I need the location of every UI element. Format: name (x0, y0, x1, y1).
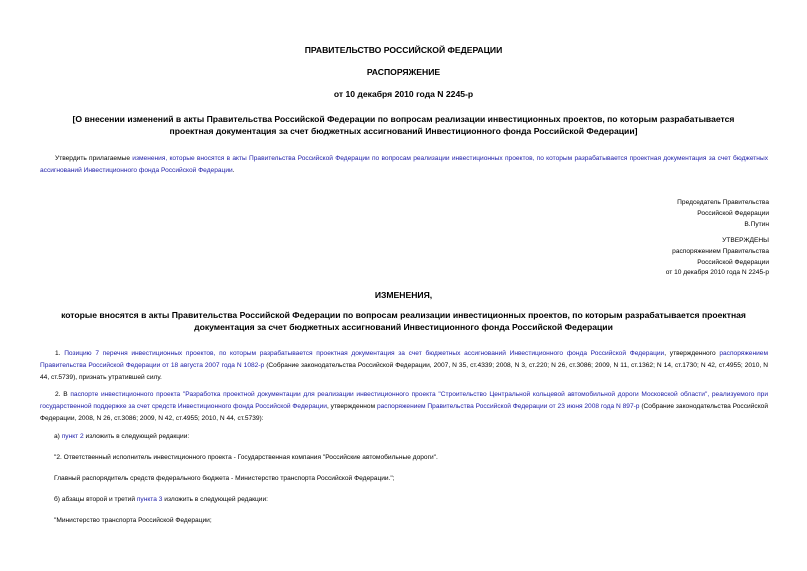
item-1-position-link[interactable]: Позицию 7 перечня инвестиционных проектов, по которым разрабатывается проектная документация за счет бюджетных ассигнований Инвестиционного фонда Российской Федерации (64, 350, 665, 357)
sub-item-b (54, 496, 268, 503)
intro-text: Утвердить прилагаемые (55, 155, 133, 162)
document-date-number: от 10 декабря 2010 года N 2245-р (333, 89, 474, 99)
approval-date: от 10 декабря 2010 года N 2245-р (665, 269, 769, 277)
signature-name: В.Путин (744, 220, 769, 228)
approval-title: УТВЕРЖДЕНЫ (722, 237, 769, 244)
sub-item-b-tail: изложить в следующей редакции: (162, 496, 268, 503)
sub-item-b-link[interactable]: пункта 3 (136, 496, 163, 503)
approval-by: распоряжением Правительства (672, 247, 769, 255)
sub-item-a-link[interactable]: пункт 2 (61, 433, 84, 440)
signature-position: Председатель Правительства (677, 199, 769, 206)
government-heading: ПРАВИТЕЛЬСТВО РОССИЙСКОЙ ФЕДЕРАЦИИ (304, 45, 503, 55)
quote-3: "Министерство транспорта Российской Федерации; (54, 517, 212, 524)
item-2-passport-link[interactable]: паспорте инвестиционного проекта "Разработка проектной документации для реализации инвестиционного проекта "Строительство Центральной кольцевой автомобильной дороги Московской области", реализуемого при государственной поддержке за счет средств Инвестиционного фонда Российской Федерации (40, 391, 769, 410)
item-1-paragraph (40, 348, 768, 383)
sub-item-a-tail: изложить в следующей редакции: (83, 433, 190, 440)
item-1-number: 1. (55, 350, 65, 357)
document-type-heading: РАСПОРЯЖЕНИЕ (366, 67, 441, 77)
changes-subtitle-line-1: которые вносятся в акты Правительства Российской Федерации по вопросам реализации инвестиционных проектов, по которым разрабатывается проектная (61, 310, 746, 320)
intro-text-end: . (232, 166, 235, 174)
item-2-paragraph (40, 389, 768, 424)
item-1-order-link[interactable]: распоряжением Правительства Российской Федерации от 18 августа 2007 года N 1082-р (40, 350, 768, 369)
item-2-number: 2. В (55, 391, 71, 398)
document-subject-line-2: проектная документация за счет бюджетных ассигнований Инвестиционного фонда Российской Федерации] (169, 125, 638, 136)
item-1-tail: (Собрание законодательства Российской Федерации, 2007, N 35, ст.4339; 2008, N 3, ст.220; N 26, ст.3086; 2009, N 11, ст.1362; N 14, ст.1730; N 42, ст.4955; 2010, N 44, ст.5739), признать утратившей силу. (40, 361, 768, 381)
signature-country: Российской Федерации (697, 209, 769, 217)
sub-item-a (54, 433, 189, 440)
changes-subtitle (40, 310, 767, 333)
document-subject-line-1: [О внесении изменений в акты Правительства Российской Федерации по вопросам реализации инвестиционных проектов, по которым разрабатывается (72, 114, 735, 124)
sub-item-a-prefix: а) (54, 433, 62, 440)
item-2-tail: (Собрание законодательства Российской Федерации, 2008, N 26, ст.3086; 2009, N 42, ст.4955; 2010, N 44, ст.5739): (40, 402, 768, 422)
item-1-text: , утвержденного (664, 350, 720, 357)
intro-paragraph (40, 153, 768, 177)
approval-block (666, 236, 769, 279)
quote-1: "2. Ответственный исполнитель инвестиционного проекта - Государственная компания "Российские автомобильные дороги". (54, 454, 438, 461)
changes-subtitle-line-2: документация за счет бюджетных ассигнований Инвестиционного фонда Российской Федерации (194, 321, 613, 332)
quote-2: Главный распорядитель средств федерального бюджета - Министерство транспорта Российской Федерации."; (54, 475, 395, 482)
item-2-text: , утвержденном (326, 402, 377, 410)
signature-block (677, 198, 769, 230)
item-2-order-link[interactable]: распоряжением Правительства Российской Федерации от 23 июня 2008 года N 897-р (376, 402, 640, 410)
intro-changes-link[interactable]: изменения, которые вносятся в акты Правительства Российской Федерации по вопросам реализации инвестиционных проектов, по которым разрабатывается проектная документация за счет бюджетных ассигнований Инвестиционного фонда Российской Федерации (40, 155, 768, 174)
document-subject (40, 114, 767, 137)
sub-item-b-prefix: б) абзацы второй и третий (54, 496, 137, 503)
changes-title: ИЗМЕНЕНИЯ, (374, 290, 433, 300)
approval-country: Российской Федерации (697, 258, 769, 266)
